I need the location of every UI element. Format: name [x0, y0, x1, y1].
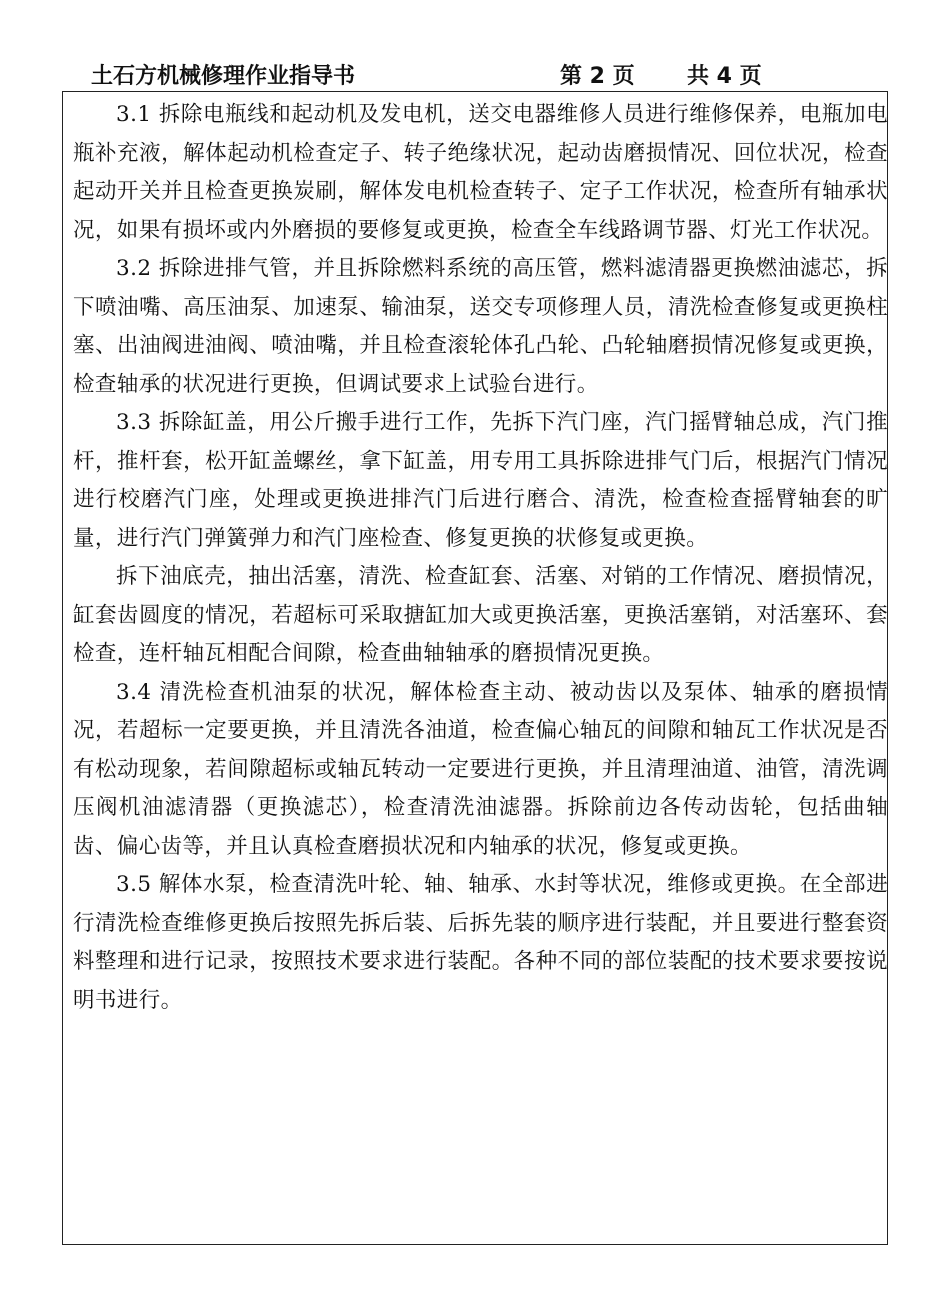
page-number: 第 2 页: [560, 64, 635, 89]
paragraph-3-5: 3.5 解体水泵，检查清洗叶轮、轴、轴承、水封等状况，维修或更换。在全部进行清洗检查维修更换后按照先拆后装、后拆先装的顺序进行装配，并且要进行整套资料整理和进行记录，按照技术要求进行装配。各种不同的部位装配的技术要求要按说明书进行。: [73, 872, 888, 1013]
paragraph-oil-pan: 拆下油底壳，抽出活塞，清洗、检查缸套、活塞、对销的工作情况、磨损情况，缸套齿圆度的情况，若超标可采取搪缸加大或更换活塞，更换活塞销，对活塞环、套检查，连杆轴瓦相配合间隙，检查曲轴轴承的磨损情况更换。: [73, 564, 888, 666]
paragraph-3-2: 3.2 拆除进排气管，并且拆除燃料系统的高压管，燃料滤清器更换燃油滤芯，拆下喷油嘴、高压油泵、加速泵、输油泵，送交专项修理人员，清洗检查修复或更换柱塞、出油阀进油阀、喷油嘴，并且检查滚轮体孔凸轮、凸轮轴磨损情况修复或更换，检查轴承的状况进行更换，但调试要求上试验台进行。: [73, 256, 888, 397]
page-total: 共 4 页: [687, 64, 762, 89]
document-body: [73, 96, 888, 1020]
paragraph-3-4: 3.4 清洗检查机油泵的状况，解体检查主动、被动齿以及泵体、轴承的磨损情况，若超标一定要更换，并且清洗各油道，检查偏心轴瓦的间隙和轴瓦工作状况是否有松动现象，若间隙超标或轴瓦转动一定要进行更换，并且清理油道、油管，清洗调压阀机油滤清器（更换滤芯），检查清洗油滤器。拆除前边各传动齿轮，包括曲轴齿、偏心齿等，并且认真检查磨损状况和内轴承的状况，修复或更换。: [73, 679, 888, 859]
paragraph-3-3: 3.3 拆除缸盖，用公斤搬手进行工作，先拆下汽门座，汽门摇臂轴总成，汽门推杆，推杆套，松开缸盖螺丝，拿下缸盖，用专用工具拆除进排气门后，根据汽门情况进行校磨汽门座，处理或更换进排汽门后进行磨合、清洗，检查检查摇臂轴套的旷量，进行汽门弹簧弹力和汽门座检查、修复更换的状修复或更换。: [73, 410, 888, 551]
document-title: 土石方机械修理作业指导书: [91, 64, 356, 89]
page-header: [0, 60, 950, 94]
paragraph-3-1: 3.1 拆除电瓶线和起动机及发电机，送交电器维修人员进行维修保养，电瓶加电瓶补充液，解体起动机检查定子、转子绝缘状况，起动齿磨损情况、回位状况，检查起动开关并且检查更换炭刷，解体发电机检查转子、定子工作状况，检查所有轴承状况，如果有损坏或内外磨损的要修复或更换，检查全车线路调节器、灯光工作状况。: [73, 102, 888, 243]
